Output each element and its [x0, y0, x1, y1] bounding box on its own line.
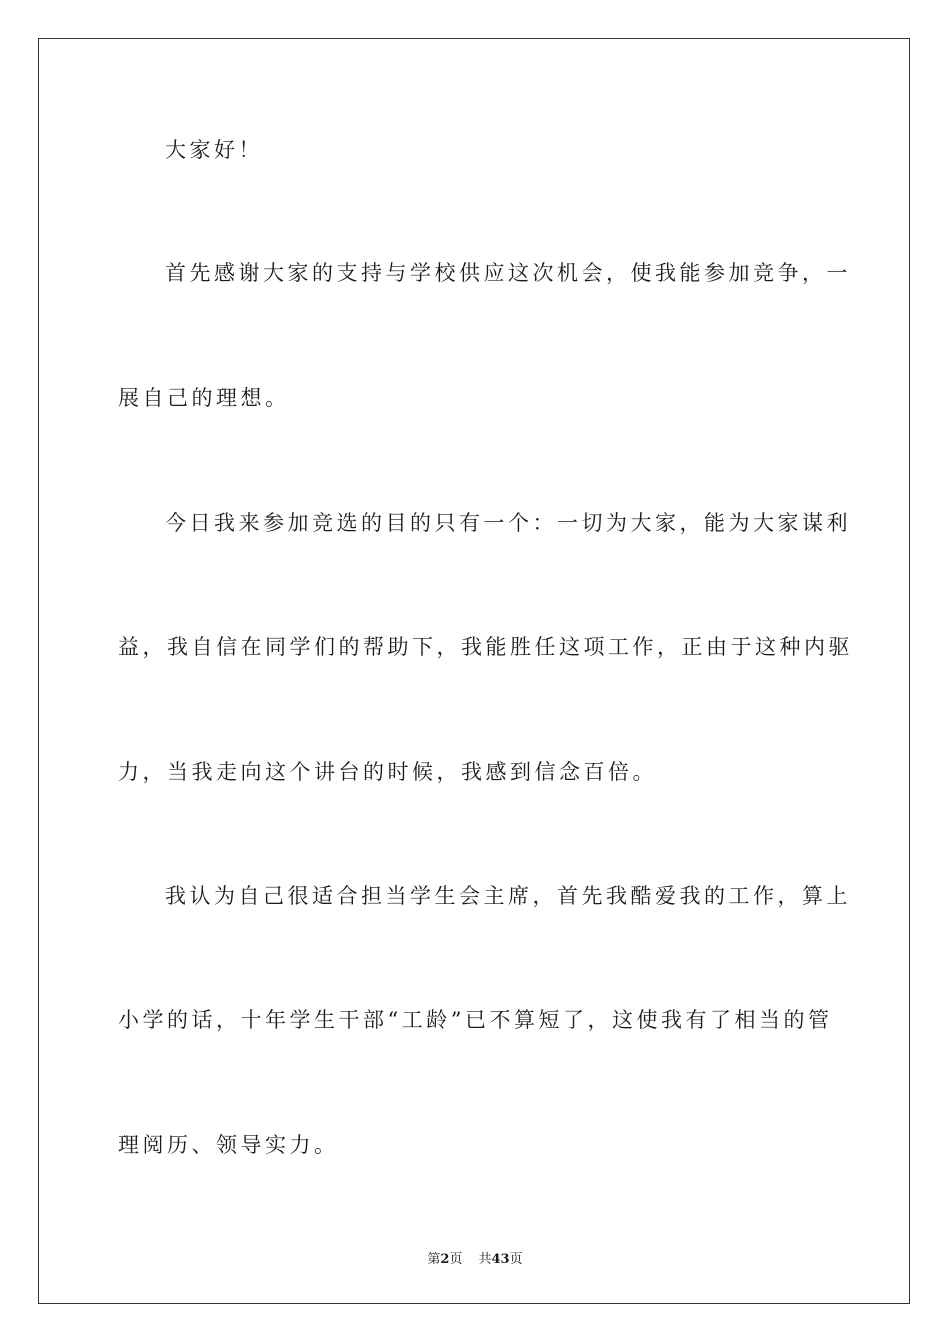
paragraph-3-line-3: 理阅历、领导实力。 [118, 1133, 339, 1157]
paragraph-3-line-1: 我认为自己很适合担当学生会主席，首先我酷爱我的工作，算上 [165, 884, 851, 908]
page-prefix: 第 [427, 1252, 441, 1267]
total-prefix: 共 [478, 1252, 492, 1267]
paragraph-1-line-2: 展自己的理想。 [118, 386, 290, 410]
page-frame [38, 38, 910, 1304]
paragraph-2-line-1: 今日我来参加竞选的目的只有一个：一切为大家，能为大家谋利 [165, 511, 851, 535]
page-suffix: 页 [449, 1252, 463, 1267]
paragraph-2-line-2: 益，我自信在同学们的帮助下，我能胜任这项工作，正由于这种内驱 [118, 635, 853, 659]
paragraph-2-line-3: 力，当我走向这个讲台的时候，我感到信念百倍。 [118, 760, 657, 784]
page-footer [0, 1248, 950, 1267]
total-suffix: 页 [509, 1252, 523, 1267]
total-pages: 43 [491, 1252, 510, 1267]
paragraph-1-line-1: 首先感谢大家的支持与学校供应这次机会，使我能参加竞争，一 [165, 261, 851, 285]
page-number: 2 [440, 1252, 450, 1267]
greeting-line: 大家好！ [165, 138, 263, 162]
paragraph-3-line-2: 小学的话，十年学生干部“工龄”已不算短了，这使我有了相当的管 [118, 1008, 833, 1032]
